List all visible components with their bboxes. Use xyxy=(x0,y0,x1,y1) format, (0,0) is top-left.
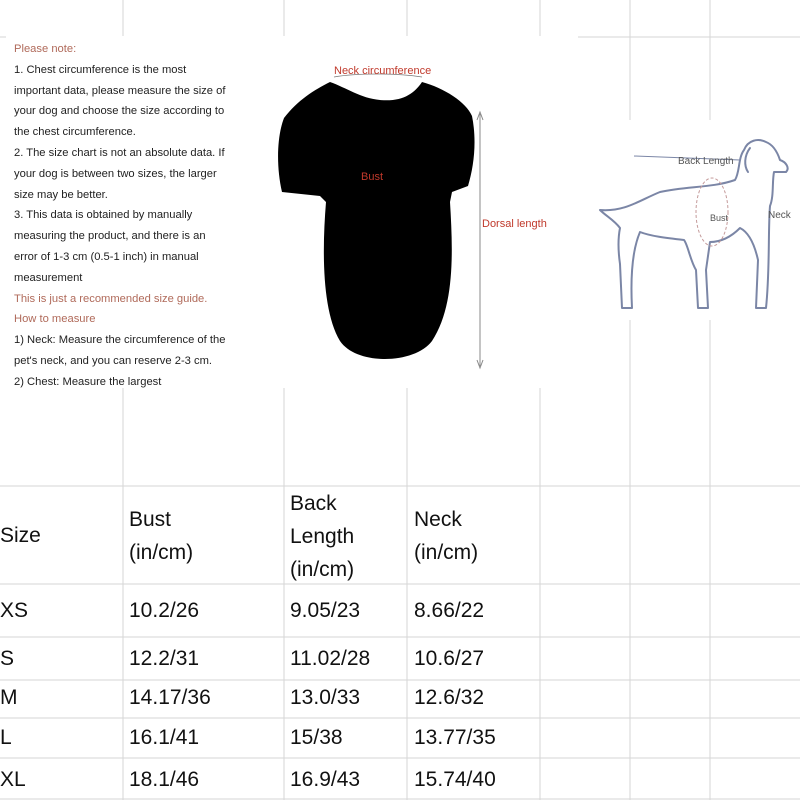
dog-diagram xyxy=(580,120,800,320)
note-line: This is just a recommended size guide. xyxy=(14,292,208,305)
note-line: Please note: xyxy=(14,43,77,55)
note-line: 1) Neck: Measure the circumference of the xyxy=(14,334,226,347)
size-cell: M xyxy=(0,686,18,709)
bust-cell: 14.17/36 xyxy=(129,686,211,709)
dorsal-length-label: Dorsal length xyxy=(482,218,547,230)
bust-cell: 10.2/26 xyxy=(129,599,200,622)
dog-ear xyxy=(745,148,750,172)
dog-bust-label: Bust xyxy=(710,213,729,223)
neck-cell: 13.77/35 xyxy=(414,726,496,749)
dog-illustration xyxy=(580,120,800,320)
size-notes xyxy=(6,36,272,388)
dog-neck-label: Neck xyxy=(768,210,791,221)
neck-cell: 12.6/32 xyxy=(414,686,485,709)
note-line: your dog and choose the size according to xyxy=(14,105,225,118)
back-length-cell: 13.0/33 xyxy=(290,686,361,709)
size-cell: XL xyxy=(0,768,26,791)
bust-cell: 16.1/41 xyxy=(129,726,200,749)
header-bust: Bust (in/cm) xyxy=(129,508,194,564)
note-line: measurement xyxy=(14,271,83,284)
garment-illustration xyxy=(272,36,578,388)
note-line: your dog is between two sizes, the larger xyxy=(14,167,217,180)
note-line: 3. This data is obtained by manually xyxy=(14,209,193,222)
neck-circumference-label: Neck circumference xyxy=(334,65,432,77)
note-line: pet's neck, and you can reserve 2-3 cm. xyxy=(14,354,213,367)
header-back-length: Back Length (in/cm) xyxy=(290,492,355,581)
back-length-cell: 9.05/23 xyxy=(290,599,361,622)
size-cell: S xyxy=(0,647,15,670)
neck-cell: 10.6/27 xyxy=(414,647,485,670)
garment-diagram xyxy=(272,36,578,388)
note-line: How to measure xyxy=(14,313,96,326)
back-length-label: Back Length xyxy=(678,156,734,167)
back-length-cell: 11.02/28 xyxy=(290,647,371,670)
note-line: important data, please measure the size of xyxy=(14,84,226,97)
note-line: measuring the product, and there is an xyxy=(14,230,206,243)
neck-cell: 15.74/40 xyxy=(414,768,496,791)
note-line: 2) Chest: Measure the largest xyxy=(14,375,162,388)
bust-label: Bust xyxy=(361,171,384,183)
bust-marker xyxy=(696,178,728,246)
header-size: Size xyxy=(0,524,41,547)
header-neck: Neck (in/cm) xyxy=(414,508,479,564)
note-line: 1. Chest circumference is the most xyxy=(14,63,187,76)
back-length-cell: 16.9/43 xyxy=(290,768,361,791)
note-line: the chest circumference. xyxy=(14,126,136,139)
size-cell: L xyxy=(0,726,12,749)
note-line: size may be better. xyxy=(14,188,108,201)
note-line: 2. The size chart is not an absolute data. If xyxy=(14,146,225,159)
garment-silhouette xyxy=(278,82,474,359)
note-line: error of 1-3 cm (0.5-1 inch) in manual xyxy=(14,250,199,263)
back-length-cell: 15/38 xyxy=(290,726,343,749)
neck-cell: 8.66/22 xyxy=(414,599,485,622)
bust-cell: 18.1/46 xyxy=(129,768,200,791)
size-cell: XS xyxy=(0,599,29,622)
bust-cell: 12.2/31 xyxy=(129,647,200,670)
